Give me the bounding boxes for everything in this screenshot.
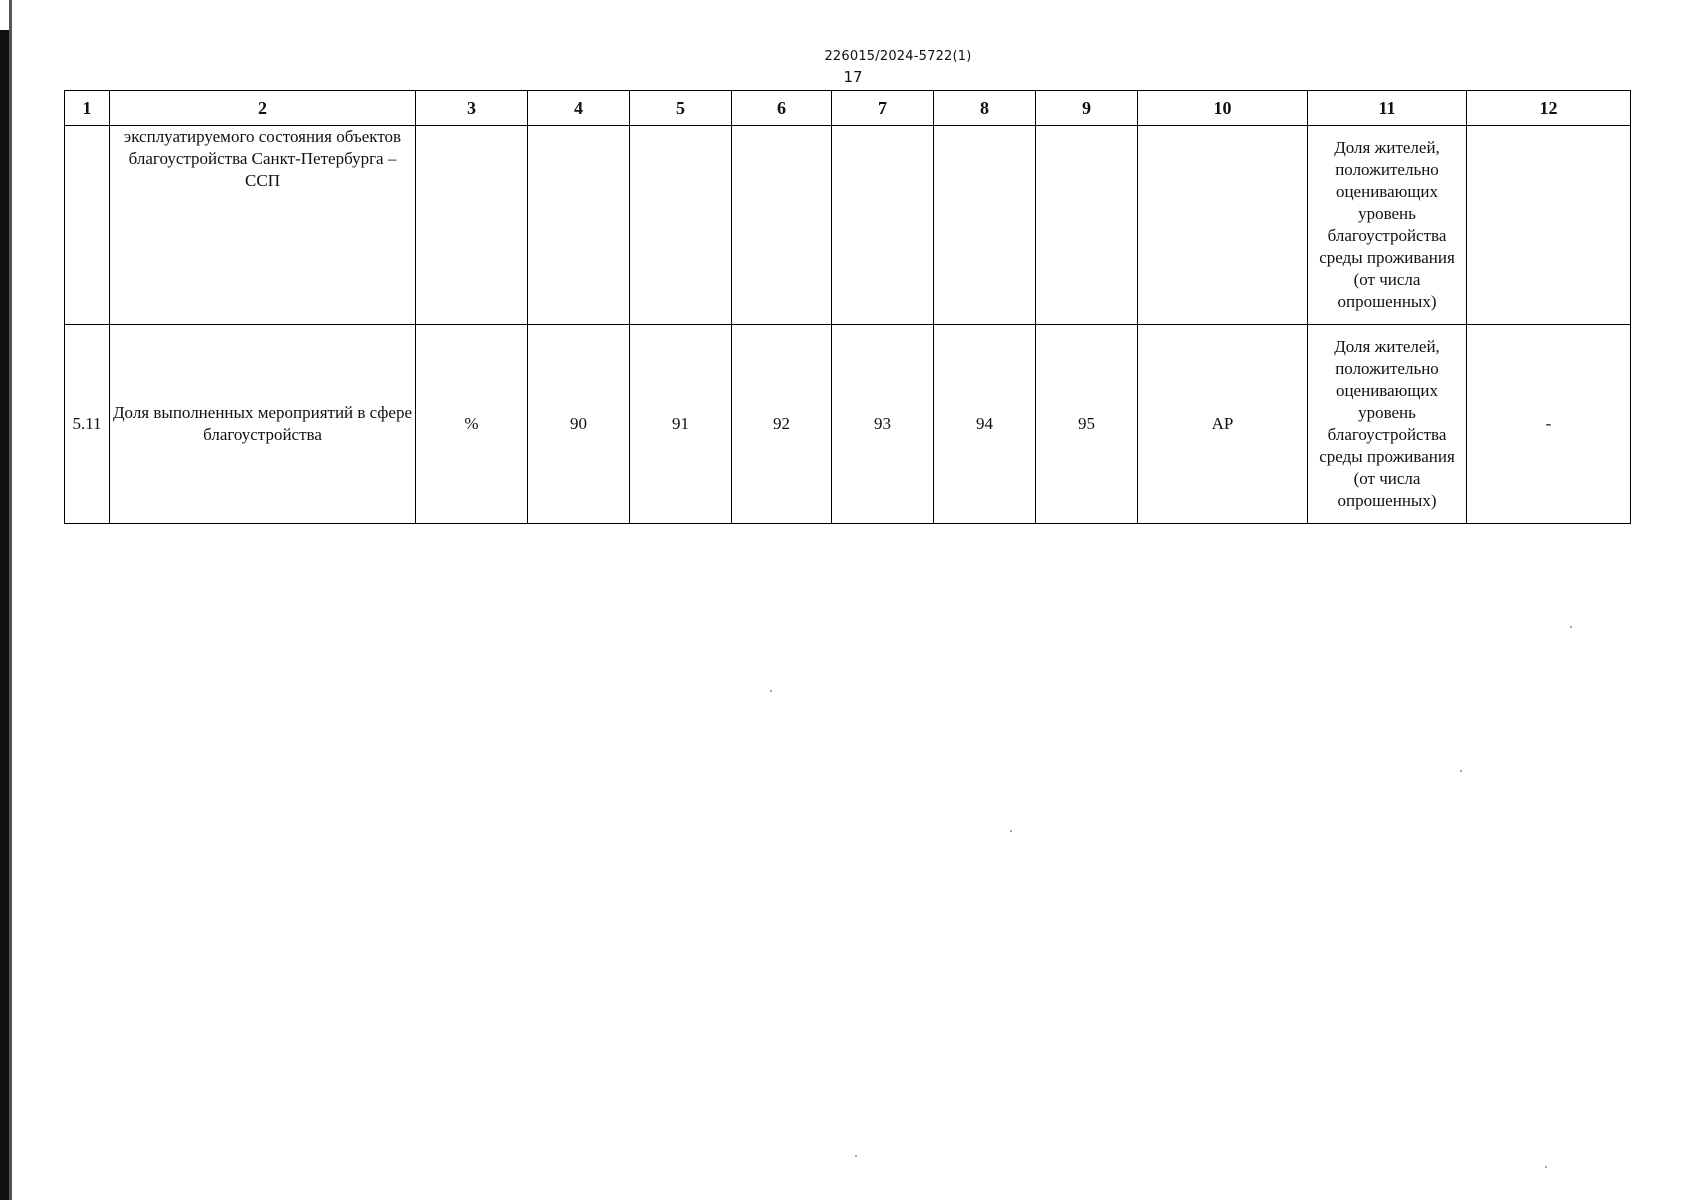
page-number: 17 bbox=[843, 68, 863, 86]
col-header-5: 5 bbox=[630, 91, 732, 126]
scan-speck bbox=[1570, 626, 1572, 628]
scan-speck bbox=[1460, 770, 1462, 772]
header-row bbox=[65, 91, 1631, 126]
col-header-9: 9 bbox=[1036, 91, 1138, 126]
indicator-name-cell: Доля выполненных мероприятий в сфере благоустройства bbox=[110, 325, 416, 524]
value-cell bbox=[528, 126, 630, 325]
scan-speck bbox=[855, 1155, 857, 1157]
unit-cell: % bbox=[416, 325, 528, 524]
col-header-3: 3 bbox=[416, 91, 528, 126]
value-cell: 93 bbox=[832, 325, 934, 524]
col-header-10: 10 bbox=[1138, 91, 1308, 126]
value-cell: 92 bbox=[732, 325, 832, 524]
value-cell bbox=[1036, 126, 1138, 325]
table-row bbox=[65, 325, 1631, 524]
row-number-cell: 5.11 bbox=[65, 325, 110, 524]
col-header-6: 6 bbox=[732, 91, 832, 126]
scan-speck bbox=[1010, 830, 1012, 832]
indicator-name-cell: эксплуатируемого состояния объектов благоустройства Санкт-Петербурга – ССП bbox=[110, 126, 416, 325]
value-cell bbox=[934, 126, 1036, 325]
indicators-table bbox=[64, 90, 1631, 524]
notes-cell: - bbox=[1467, 325, 1631, 524]
col-header-12: 12 bbox=[1467, 91, 1631, 126]
document-registration-number: 226015/2024-5722(1) bbox=[824, 49, 972, 64]
value-cell: 90 bbox=[528, 325, 630, 524]
scan-speck bbox=[1545, 1166, 1547, 1168]
scan-edge bbox=[0, 30, 9, 1200]
value-cell: 91 bbox=[630, 325, 732, 524]
col-header-2: 2 bbox=[110, 91, 416, 126]
scan-speck bbox=[770, 690, 772, 692]
col-header-8: 8 bbox=[934, 91, 1036, 126]
col-header-7: 7 bbox=[832, 91, 934, 126]
value-cell bbox=[832, 126, 934, 325]
value-cell: 95 bbox=[1036, 325, 1138, 524]
notes-cell bbox=[1467, 126, 1631, 325]
col-header-1: 1 bbox=[65, 91, 110, 126]
row-number-cell bbox=[65, 126, 110, 325]
source-cell: АР bbox=[1138, 325, 1308, 524]
table-row bbox=[65, 126, 1631, 325]
unit-cell bbox=[416, 126, 528, 325]
col-header-4: 4 bbox=[528, 91, 630, 126]
col-header-11: 11 bbox=[1308, 91, 1467, 126]
source-cell bbox=[1138, 126, 1308, 325]
value-cell bbox=[732, 126, 832, 325]
value-cell bbox=[630, 126, 732, 325]
scan-edge-shadow bbox=[9, 0, 12, 1200]
related-indicator-cell: Доля жителей, положительно оценивающих уровень благоустройства среды проживания (от числа опрошенных) bbox=[1308, 325, 1467, 524]
value-cell: 94 bbox=[934, 325, 1036, 524]
related-indicator-cell: Доля жителей, положительно оценивающих уровень благоустройства среды проживания (от числа опрошенных) bbox=[1308, 126, 1467, 325]
